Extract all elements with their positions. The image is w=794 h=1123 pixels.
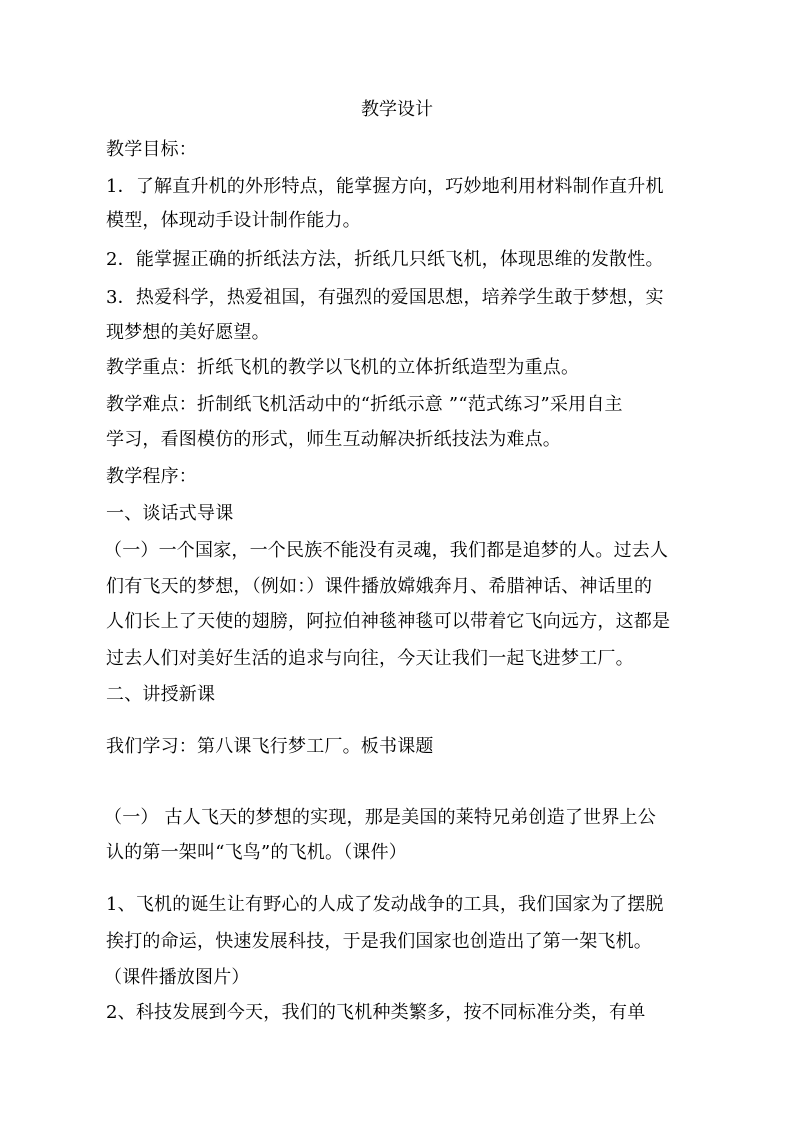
paragraph-line: 1．了解直升机的外形特点，能掌握方向，巧妙地利用材料制作直升机: [106, 176, 664, 197]
heading-teaching-objectives: 教学目标：: [106, 139, 197, 160]
paragraph-line: 认的第一架叫“飞鸟”的飞机。（课件）: [106, 842, 408, 863]
paragraph-line: （一）一个国家，一个民族不能没有灵魂，我们都是追梦的人。过去人: [104, 540, 669, 561]
heading-teaching-difficulties: 教学难点：折制纸飞机活动中的“折纸示意 ”“范式练习”采用自主: [106, 394, 623, 415]
paragraph-line: 们有飞天的梦想，（例如：）课件播放嫦娥奔月、希腊神话、神话里的: [106, 576, 653, 597]
paragraph-line: 我们学习：第八课飞行梦工厂。板书课题: [106, 736, 434, 757]
paragraph-line: 过去人们对美好生活的追求与向往，今天让我们一起飞进梦工厂。: [106, 648, 634, 669]
paragraph-line: 模型，体现动手设计制作能力。: [106, 210, 361, 231]
section-heading-2: 二、讲授新课: [106, 684, 216, 705]
paragraph-line: 2、科技发展到今天，我们的飞机种类繁多，按不同标准分类，有单: [106, 1002, 646, 1023]
document-title: 教学设计: [361, 99, 433, 120]
paragraph-line: 人们长上了天使的翅膀，阿拉伯神毯神毯可以带着它飞向远方，这都是: [106, 611, 671, 632]
heading-teaching-procedure: 教学程序：: [106, 466, 197, 487]
paragraph-line: （课件播放图片）: [104, 967, 250, 988]
section-heading-1: 一、谈话式导课: [106, 503, 234, 524]
paragraph-line: （一） 古人飞天的梦想的实现，那是美国的莱特兄弟创造了世界上公: [104, 807, 656, 828]
paragraph-line: 3．热爱科学，热爱祖国，有强烈的爱国思想，培养学生敢于梦想，实: [106, 287, 664, 308]
heading-teaching-key-points: 教学重点：折纸飞机的教学以飞机的立体折纸造型为重点。: [106, 357, 580, 378]
paragraph-line: 挨打的命运，快速发展科技，于是我们国家也创造出了第一架飞机。: [106, 931, 652, 952]
paragraph-line: 1、飞机的诞生让有野心的人成了发动战争的工具，我们国家为了摆脱: [106, 894, 664, 915]
paragraph-line: 现梦想的美好愿望。: [106, 322, 270, 343]
paragraph-line: 2．能掌握正确的折纸法方法，折纸几只纸飞机，体现思维的发散性。: [106, 249, 664, 270]
paragraph-line: 学习，看图模仿的形式，师生互动解决折纸技法为难点。: [106, 429, 561, 450]
